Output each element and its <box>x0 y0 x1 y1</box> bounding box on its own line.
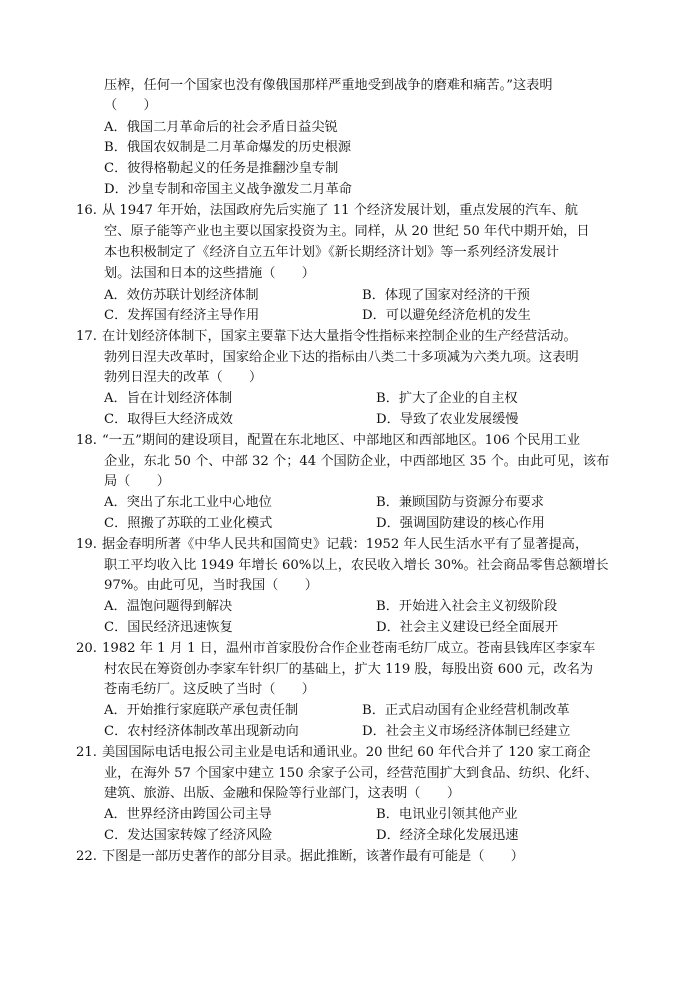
question-line: 据金春明所著《中华人民共和国简史》记载：1952 年人民生活水平有了显著提高， <box>102 537 589 552</box>
question-line: 1982 年 1 月 1 日，温州市首家股份合作企业苍南毛纺厂成立。苍南县钱库区李家车 <box>102 641 596 656</box>
question-number: 16. <box>76 203 97 218</box>
question-line: 空、原子能等产业也主要以国家投资为主。同样，从 20 世纪 50 年代中期开始，日 <box>104 224 590 239</box>
option: B．开始进入社会主义初级阶段 <box>376 599 558 614</box>
question-line: 企业，东北 50 个、中部 32 个；44 个国防企业，中西部地区 35 个。由此可见，该布 <box>104 454 610 469</box>
question-number: 19. <box>76 537 97 552</box>
question-line: 职工平均收入比 1949 年增长 60%以上，农民收入增长 30%。社会商品零售总额增长 <box>104 558 609 573</box>
question-line: 美国国际电话电报公司主业是电话和通讯业。20 世纪 60 年代合并了 120 家工商企 <box>102 745 591 760</box>
option: B．俄国农奴制是二月革命爆发的历史根源 <box>104 140 352 155</box>
option: A．温饱问题得到解决 <box>104 599 233 614</box>
option: D．社会主义建设已经全面展开 <box>376 620 559 635</box>
option: C．农村经济体制改革出现新动向 <box>104 724 299 739</box>
option: A．效仿苏联计划经济体制 <box>104 288 259 303</box>
question-number: 20. <box>76 641 97 656</box>
option: B．体现了国家对经济的干预 <box>362 288 530 303</box>
option: D．社会主义市场经济体制已经建立 <box>362 724 571 739</box>
question-number: 17. <box>76 329 97 344</box>
question-line: 划。法国和日本的这些措施（ ） <box>104 266 315 281</box>
intro-line: 压榨，任何一个国家也没有像俄国那样严重地受到战争的磨难和痛苦。”这表明 <box>104 78 553 93</box>
option: A．旨在计划经济体制 <box>104 391 233 406</box>
option: A．突出了东北工业中心地位 <box>104 495 272 510</box>
question-line: 建筑、旅游、出版、金融和保险等行业部门，这表明（ ） <box>104 786 461 801</box>
question-line: 勃列日涅夫改革时，国家给企业下达的指标由八类二十多项减为六类九项。这表明 <box>104 350 579 365</box>
question-number: 22. <box>76 849 97 864</box>
question-number: 21. <box>76 745 97 760</box>
option: A．世界经济由跨国公司主导 <box>104 807 272 822</box>
option: D．强调国防建设的核心作用 <box>376 516 545 531</box>
question-line: 勃列日涅夫的改革（ ） <box>104 370 263 385</box>
option: C．照搬了苏联的工业化模式 <box>104 516 273 531</box>
option: C．取得巨大经济成效 <box>104 412 233 427</box>
option: C．国民经济迅速恢复 <box>104 620 233 635</box>
question-number: 18. <box>76 433 97 448</box>
option: D．沙皇专制和帝国主义战争激发二月革命 <box>104 182 352 197</box>
question-line: 苍南毛纺厂。这反映了当时（ ） <box>104 682 315 697</box>
option: A．俄国二月革命后的社会矛盾日益尖锐 <box>104 120 338 135</box>
option: B．正式启动国有企业经营机制改革 <box>362 703 570 718</box>
option: C．彼得格勒起义的任务是推翻沙皇专制 <box>104 161 339 176</box>
option: C．发挥国有经济主导作用 <box>104 308 260 323</box>
question-line: 本也积极制定了《经济自立五年计划》《新长期经济计划》等一系列经济发展计 <box>104 245 559 260</box>
question-line: 从 1947 年开始，法国政府先后实施了 11 个经济发展计划，重点发展的汽车、航 <box>102 203 578 218</box>
option: D．可以避免经济危机的发生 <box>362 308 531 323</box>
question-line: 在计划经济体制下，国家主要靠下达大量指令性指标来控制企业的生产经营活动。 <box>102 329 577 344</box>
question-line: 村农民在筹资创办李家车针织厂的基础上，扩大 119 股，每股出资 600 元，改名为 <box>104 662 594 677</box>
question-line: 下图是一部历史著作的部分目录。据此推断，该著作最有可能是（ ） <box>102 849 524 864</box>
intro-line: （ ） <box>104 98 157 113</box>
option: B．电讯业引领其他产业 <box>376 807 518 822</box>
question-line: 局（ ） <box>104 474 170 489</box>
option: D．经济全球化发展迅速 <box>376 828 519 843</box>
question-line: 97%。由此可见，当时我国（ ） <box>104 578 318 593</box>
option: A．开始推行家庭联产承包责任制 <box>104 703 299 718</box>
question-line: “一五”期间的建设项目，配置在东北地区、中部地区和西部地区。106 个民用工业 <box>102 433 581 448</box>
option: D．导致了农业发展缓慢 <box>376 412 519 427</box>
option: B．扩大了企业的自主权 <box>376 391 518 406</box>
question-line: 业，在海外 57 个国家中建立 150 余家子公司，经营范围扩大到食品、纺织、化纤、 <box>104 766 598 781</box>
option: B．兼顾国防与资源分布要求 <box>376 495 544 510</box>
option: C．发达国家转嫁了经济风险 <box>104 828 273 843</box>
